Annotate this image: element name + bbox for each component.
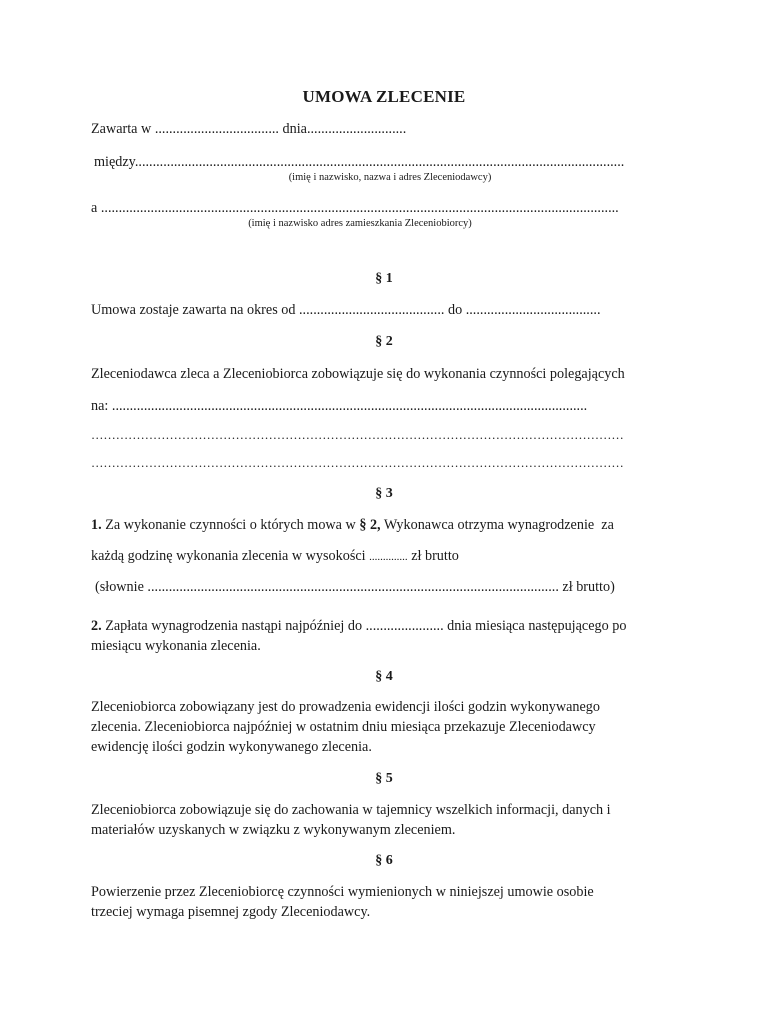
section-6-line1: Powierzenie przez Zleceniobiorcę czynności wymienionych w niniejszej umowie osobie [91, 884, 594, 900]
miedzy-hint: (imię i nazwisko, nazwa i adres Zleceniodawcy) [288, 172, 492, 183]
section-2-heading: § 2 [375, 334, 393, 349]
s3-slownie-label: (słownie [95, 579, 144, 595]
section-5-heading: § 5 [375, 771, 393, 786]
section-5-line1: Zleceniobiorca zobowiązuje się do zachowania w tajemnicy wszelkich informacji, danych i [91, 802, 611, 818]
section-4-line2: zlecenia. Zleceniobiorca najpóźniej w ostatnim dniu miesiąca przekazuje Zleceniodawcy [91, 719, 596, 735]
section-2-dots-line-2: ………………………………………………………………………………………………………………… [91, 428, 624, 442]
s3-p1-line2-currency: zł brutto [411, 548, 459, 564]
section-3-heading: § 3 [375, 486, 393, 501]
s3-p2-text-a: Zapłata wynagrodzenia nastąpi najpóźniej do [105, 618, 363, 634]
s3-p2-text-b: dnia miesiąca następującego po [447, 618, 627, 634]
document-title: UMOWA ZLECENIE [302, 87, 466, 106]
zawarta-place-field: ................................... [154, 121, 279, 137]
a-field: .................................................................................................................................................. [100, 200, 619, 216]
s3-p1-text-b: Wykonawca otrzyma wynagrodzenie za [383, 517, 614, 533]
s3-p1-number: 1. [91, 517, 102, 533]
s2-na-field: ...................................................................................................................................... [111, 398, 588, 414]
section-3-point-1-line1 [91, 517, 614, 534]
dnia-date-field: ............................ [306, 121, 407, 137]
s3-rate-field: .............. [369, 551, 408, 563]
miedzy-field: .......................................................................................................................................... [134, 154, 625, 170]
s3-p2-number: 2. [91, 618, 102, 634]
section-6-line2: trzeciej wymaga pisemnej zgody Zleceniodawcy. [91, 904, 371, 920]
s3-p1-line2-text: każdą godzinę wykonania zlecenia w wysokości [91, 548, 366, 564]
s3-slownie-currency: zł brutto) [562, 579, 615, 595]
s1-to-field: ...................................... [465, 302, 601, 318]
s1-from-field: ......................................... [299, 302, 445, 318]
s3-p1-reference: § 2, [359, 517, 381, 533]
section-4-heading: § 4 [375, 669, 393, 684]
s1-text-a: Umowa zostaje zawarta na okres od [91, 302, 296, 318]
section-2-dots-line-3: ………………………………………………………………………………………………………………… [91, 456, 624, 470]
zawarta-line [91, 121, 406, 138]
s3-p2-day-field: ...................... [365, 618, 444, 634]
section-3-point-2-line1 [91, 618, 626, 635]
a-label: a [91, 200, 98, 216]
section-5-line2: materiałów uzyskanych w związku z wykonywanym zleceniem. [91, 822, 456, 838]
s1-text-b: do [447, 302, 463, 318]
section-1-text [91, 302, 600, 319]
miedzy-label: między [94, 154, 135, 170]
section-3-point-2-line2: miesiącu wykonania zlecenia. [91, 638, 261, 654]
section-6-heading: § 6 [375, 853, 393, 868]
section-2-line1: Zleceniodawca zleca a Zleceniobiorca zobowiązuje się do wykonania czynności polegających [91, 366, 625, 382]
section-4-line1: Zleceniobiorca zobowiązany jest do prowadzenia ewidencji ilości godzin wykonywanego [91, 699, 600, 715]
section-1-heading: § 1 [375, 271, 393, 286]
section-2-na-line [91, 398, 587, 415]
dnia-label: dnia [282, 121, 307, 137]
s2-na-label: na: [91, 398, 109, 414]
s3-p1-text-a: Za wykonanie czynności o których mowa w [105, 517, 356, 533]
section-4-line3: ewidencję ilości godzin wykonywanego zlecenia. [91, 739, 372, 755]
a-hint: (imię i nazwisko adres zamieszkania Zleceniobiorcy) [248, 218, 472, 229]
zawarta-label: Zawarta w [91, 121, 152, 137]
a-line [91, 200, 619, 217]
miedzy-line [94, 154, 624, 171]
section-3-point-1-line2 [91, 548, 459, 565]
s3-slownie-field: .................................................................................................................... [147, 579, 559, 595]
section-3-slownie-line [95, 579, 615, 596]
